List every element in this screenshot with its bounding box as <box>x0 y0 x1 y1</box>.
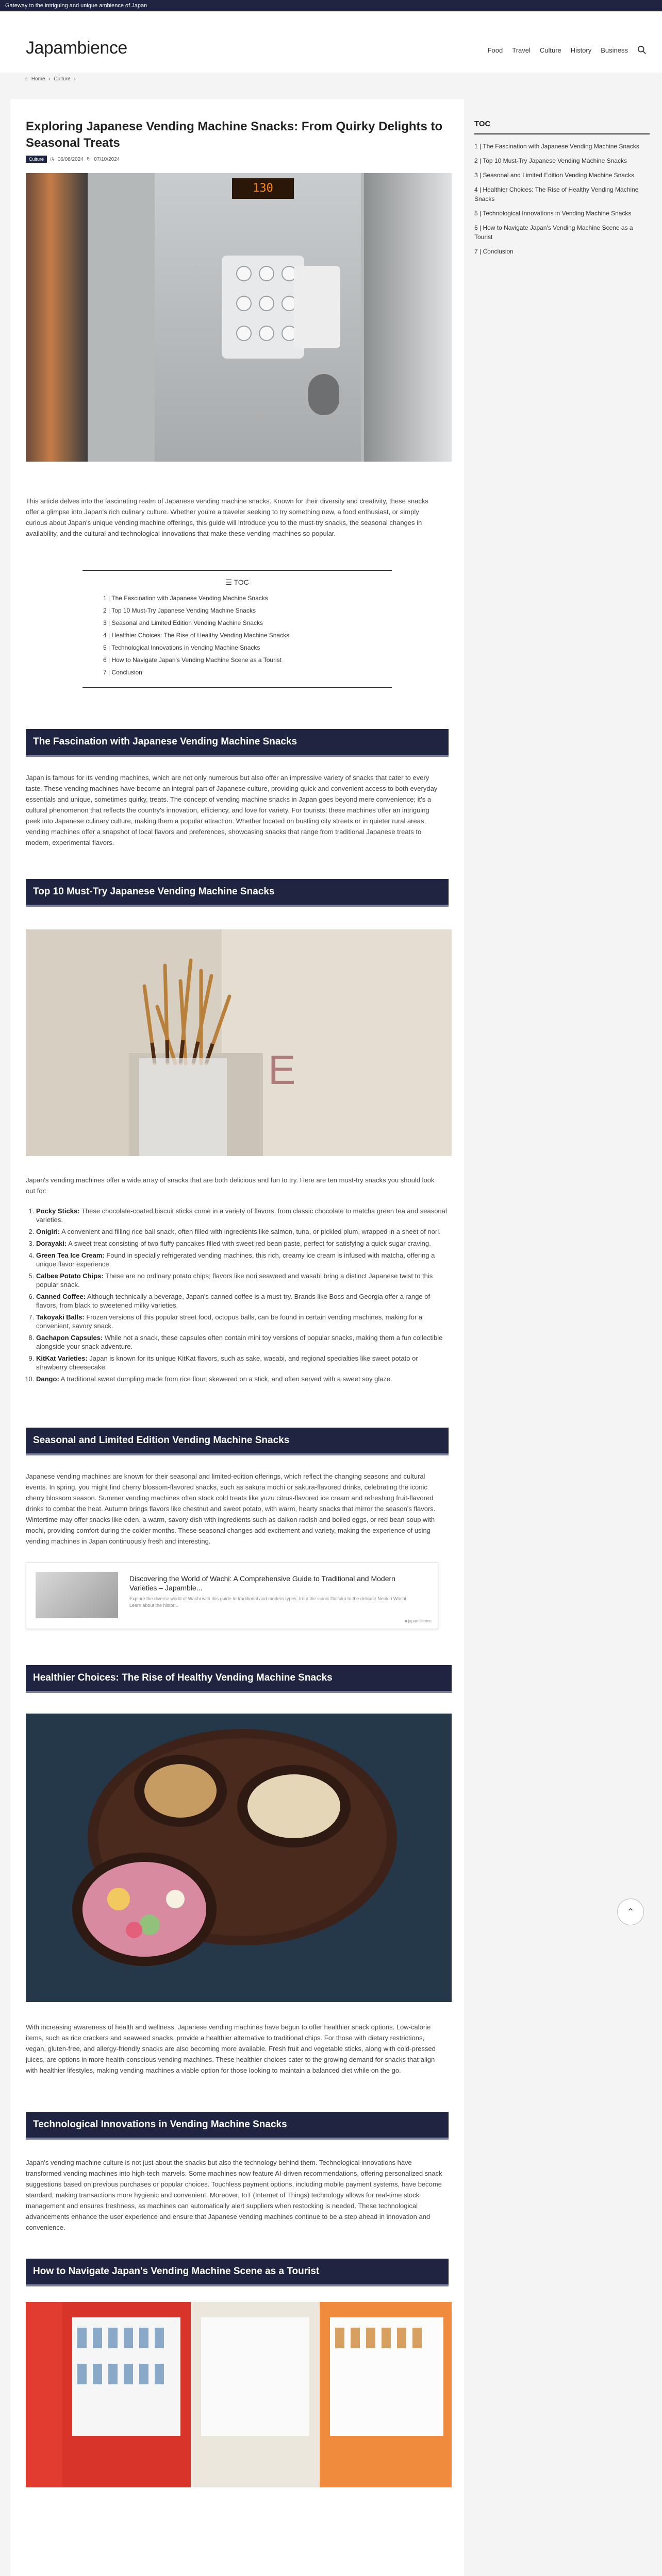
related-article-title[interactable]: Discovering the World of Wachi: A Comprehensive Guide to Traditional and Modern Varieties – Japamble... <box>129 1574 395 1592</box>
list-item: 7. Takoyaki Balls: Frozen versions of this popular street food, octopus balls, can be found in certain vending machines, making for a convenient, savory snack. <box>36 1313 449 1330</box>
nav-item-culture[interactable]: Culture <box>539 46 561 54</box>
nav-item-history[interactable]: History <box>570 46 592 54</box>
chevron-up-icon: ⌃ <box>626 1906 635 1917</box>
list-item: 2. Onigiri: A convenient and filling rice ball snack, often filled with ingredients like salmon, tuna, or pickled plum, wrapped in a sheet of nori. <box>36 1227 449 1236</box>
toc-item[interactable]: 5 | Technological Innovations in Vending Machine Snacks <box>103 644 260 651</box>
section-paragraph: Japan's vending machine culture is not just about the snacks but also the technology behind them. Technological innovations have transformed vending machines into high-tech marvels. Some machines now feature AI-driven recommendations, offering personalized snack suggestions based on previous purchases or popular choices. Touchless payment options, including mobile payment systems, have become standard, making transactions more hygienic and convenient. Moreover, IoT (Internet of Things) technology allows for real-time stock management and ensures freshness, as machines can automatically alert suppliers when restocking is needed. These technological advancements enhance the user experience and ensure that Japanese vending machines continue to be a step ahead in innovation and convenience. <box>26 2159 442 2231</box>
sidebar-toc-heading: TOC <box>474 120 650 134</box>
topbar-tagline: Gateway to the intriguing and unique ambience of Japan <box>5 3 147 9</box>
list-item: 8. Gachapon Capsules: While not a snack, these capsules often contain mini toy versions of popular snacks, making them a fun collectible alongside your snack adventure. <box>36 1333 449 1351</box>
related-article-card[interactable] <box>26 1562 438 1629</box>
breadcrumb-category[interactable]: Culture <box>54 76 71 82</box>
nav-item-business[interactable]: Business <box>601 46 628 54</box>
sidebar-toc-item[interactable]: 3 | Seasonal and Limited Edition Vending Machine Snacks <box>474 172 634 179</box>
toc-item[interactable]: 2 | Top 10 Must-Try Japanese Vending Machine Snacks <box>103 607 256 614</box>
top10-list <box>36 1207 449 1383</box>
section-heading: How to Navigate Japan's Vending Machine Scene as a Tourist <box>26 2259 449 2286</box>
topbar <box>0 0 662 11</box>
section-heading: Healthier Choices: The Rise of Healthy Vending Machine Snacks <box>26 1665 452 1693</box>
related-article-thumbnail <box>36 1572 118 1618</box>
nav-item-food[interactable]: Food <box>487 46 503 54</box>
search-icon[interactable] <box>637 45 647 55</box>
section-paragraph: Japan is famous for its vending machines, which are not only numerous but also offer an impressive variety of snacks that cater to every taste. These vending machines have become an integral part of Japanese culture, providing quick and convenient access to both everyday essentials and unique, sometimes quirky, treats. The concept of vending machine snacks in Japan goes beyond mere convenience; it's a cultural phenomenon that reflects the country's innovation, efficiency, and love for variety. For tourists, these machines offer an intriguing peek into Japanese culinary culture, making them a popular attraction. Whether located on bustling city streets or in quieter rural areas, vending machines offer a snapshot of local flavors and preferences, showcasing snacks that range from traditional Japanese treats to modern, experimental flavors. <box>26 774 438 846</box>
scroll-to-top-button[interactable] <box>617 1899 644 1925</box>
toc-item[interactable]: 7 | Conclusion <box>103 669 142 676</box>
related-article-source: ■ japambience <box>404 1619 432 1623</box>
vending-display: 130 <box>232 178 294 199</box>
toc-item[interactable]: 1 | The Fascination with Japanese Vending Machine Snacks <box>103 595 268 602</box>
nav-item-travel[interactable]: Travel <box>512 46 531 54</box>
hero-image <box>26 173 452 462</box>
section-heading: The Fascination with Japanese Vending Machine Snacks <box>26 729 449 757</box>
section-heading: Seasonal and Limited Edition Vending Machine Snacks <box>26 1428 449 1455</box>
sidebar-toc-item[interactable]: 5 | Technological Innovations in Vending Machine Snacks <box>474 210 632 217</box>
sidebar-toc-item[interactable]: 6 | How to Navigate Japan's Vending Machine Scene as a Tourist <box>474 224 633 241</box>
list-item: 3. Dorayaki: A sweet treat consisting of two fluffy pancakes filled with sweet red bean paste, perfect for satisfying a quick sugar craving. <box>36 1239 449 1248</box>
list-item: 5. Calbee Potato Chips: These are no ordinary potato chips; flavors like nori seaweed and wasabi bring a distinct Japanese twist to this popular snack. <box>36 1272 449 1289</box>
list-icon: ☰ <box>225 578 232 586</box>
breadcrumb-home[interactable]: Home <box>31 76 45 82</box>
section-heading: Technological Innovations in Vending Machine Snacks <box>26 2112 449 2140</box>
related-article-description: Explore the diverse world of Wachi with this guide to traditional and modern types, from the iconic Daifuku to the delicate Nerikiri Wachi. Learn about the histor... <box>129 1596 408 1608</box>
list-item: 1. Pocky Sticks: These chocolate-coated biscuit sticks come in a variety of flavors, from classic chocolate to matcha green tea and seasonal varieties. <box>36 1207 449 1224</box>
toc-item[interactable]: 4 | Healthier Choices: The Rise of Healthy Vending Machine Snacks <box>103 632 290 639</box>
sidebar-toc-item[interactable]: 4 | Healthier Choices: The Rise of Healthy Vending Machine Snacks <box>474 186 639 202</box>
section-heading: Top 10 Must-Try Japanese Vending Machine Snacks <box>26 879 449 907</box>
clock-icon: ◷ <box>50 156 55 162</box>
category-badge[interactable]: Culture <box>26 156 47 163</box>
breadcrumb-separator: › <box>48 76 51 82</box>
article-main <box>10 99 464 2576</box>
article-meta <box>26 156 449 163</box>
list-item: 9. KitKat Varieties: Japan is known for its unique KitKat flavors, such as sake, wasabi, and regional specialties like sweet potato or strawberry cheesecake. <box>36 1354 449 1371</box>
snack-plate-image <box>26 1714 452 2002</box>
section-paragraph: Japan's vending machines offer a wide array of snacks that are both delicious and fun to try. Here are ten must-try snacks you should look out for: <box>26 1176 435 1195</box>
list-item: 6. Canned Coffee: Although technically a beverage, Japan's canned coffee is a must-try. Brands like Boss and Georgia offer a range of flavors, from black to sweetened milky varieties. <box>36 1292 449 1310</box>
breadcrumb <box>0 73 662 86</box>
svg-text:E: E <box>268 1047 296 1093</box>
sidebar-toc-item[interactable]: 7 | Conclusion <box>474 248 514 255</box>
breadcrumb-separator: › <box>74 76 76 82</box>
toc-title <box>103 578 371 587</box>
article-toc <box>82 570 392 688</box>
article-title: Exploring Japanese Vending Machine Snacks: From Quirky Delights to Seasonal Treats <box>26 120 443 150</box>
refresh-icon: ↻ <box>86 156 91 162</box>
sidebar-toc-item[interactable]: 2 | Top 10 Must-Try Japanese Vending Machine Snacks <box>474 157 627 164</box>
toc-title-text: TOC <box>234 578 249 586</box>
list-item: 10. Dango: A traditional sweet dumpling made from rice flour, skewered on a stick, and often served with a sweet soy glaze. <box>36 1375 449 1383</box>
toc-item[interactable]: 3 | Seasonal and Limited Edition Vending Machine Snacks <box>103 619 263 626</box>
sidebar <box>474 120 650 261</box>
section-paragraph: With increasing awareness of health and wellness, Japanese vending machines have begun to offer healthier snack options. Low-calorie items, such as rice crackers and seaweed snacks, provide a healthier alternative to traditional chips. For those with dietary restrictions, vegan, gluten-free, and allergy-friendly snacks are also becoming more available. Fresh fruit and vegetable sticks, along with cold-pressed juices, are options in more health-conscious vending machines. These healthier choices cater to the growing demand for snacks that align with healthier lifestyles, making vending machines a viable option for those looking to maintain a balanced diet while on the go. <box>26 2023 436 2074</box>
vending-row-image <box>26 2302 452 2487</box>
home-icon: ⌂ <box>25 76 28 82</box>
toc-item[interactable]: 6 | How to Navigate Japan's Vending Machine Scene as a Tourist <box>103 656 282 664</box>
section-paragraph: Japanese vending machines are known for their seasonal and limited-edition offerings, which reflect the changing seasons and cultural events. In spring, you might find cherry blossom-flavored snacks, such as sakura mochi or sakura-flavored drinks, celebrating the iconic cherry blossom season. Summer vending machines often stock cold treats like yuzu citrus-flavored ice cream and refreshing fruit-flavored drinks to combat the heat. Autumn brings flavors like chestnut and sweet potato, with warm, hearty snacks that mirror the season's flavors. Wintertime may offer snacks like oden, a warm, savory dish with ingredients such as daikon radish and boiled eggs, or red bean soup with mochi, providing comfort during the colder months. These seasonal changes add excitement and variety, making the experience of using vending machines in Japan continuously fresh and interesting. <box>26 1472 436 1545</box>
site-logo[interactable]: Japambience <box>26 38 127 58</box>
intro-paragraph: This article delves into the fascinating realm of Japanese vending machine snacks. Known for their diversity and creativity, these snacks offer a glimpse into Japan's rich culinary culture. Whether you're a traveler seeking to try something new, a food enthusiast, or simply curious about Japan's unique vending machine offerings, this guide will introduce you to the must-try snacks, the seasonal changes in availability, and the cultural and technological innovations that make these vending machines so popular. <box>26 497 428 537</box>
list-item: 4. Green Tea Ice Cream: Found in specially refrigerated vending machines, this rich, creamy ice cream is infused with matcha, offering a unique flavor experience. <box>36 1251 449 1268</box>
pocky-image <box>26 929 452 1156</box>
published-date: 06/08/2024 <box>57 156 84 162</box>
updated-date: 07/10/2024 <box>94 156 120 162</box>
site-header <box>0 11 662 73</box>
sidebar-toc-item[interactable]: 1 | The Fascination with Japanese Vending Machine Snacks <box>474 143 639 150</box>
main-nav <box>488 45 647 55</box>
